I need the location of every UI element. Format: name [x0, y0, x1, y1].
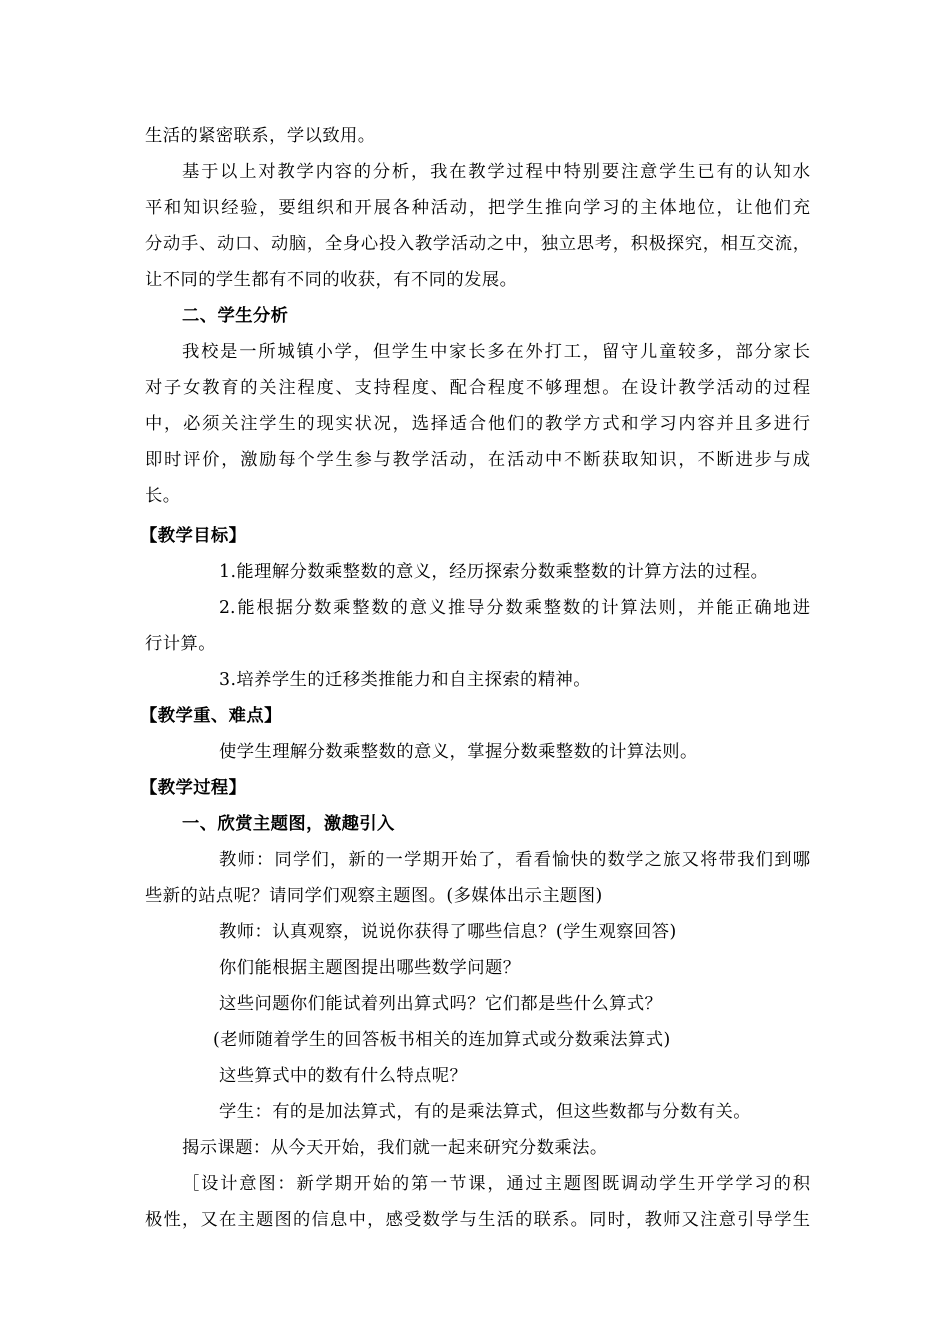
paragraph-line: 分动手、动口、动脑，全身心投入教学活动之中，独立思考，积极探究，相互交流， — [145, 234, 810, 254]
paragraph-line: 使学生理解分数乘整数的意义，掌握分数乘整数的计算法则。 — [219, 742, 698, 762]
section-heading: 【教学过程】 — [140, 778, 247, 798]
paragraph-line: 长。 — [145, 486, 181, 506]
paragraph-line: 即时评价，激励每个学生参与教学活动，在活动中不断获取知识，不断进步与成 — [145, 450, 810, 470]
paragraph-line: 教师：认真观察，说说你获得了哪些信息？(学生观察回答) — [219, 922, 677, 942]
section-heading: 二、学生分析 — [182, 306, 289, 326]
list-item: 2.能根据分数乘整数的意义推导分数乘整数的计算法则，并能正确地进 — [219, 598, 810, 618]
paragraph-line: 让不同的学生都有不同的收获，有不同的发展。 — [145, 270, 518, 290]
paragraph-line: 教师：同学们，新的一学期开始了，看看愉快的数学之旅又将带我们到哪 — [219, 850, 810, 870]
section-heading: 一、欣赏主题图，激趣引入 — [182, 814, 395, 834]
list-item: 1.能理解分数乘整数的意义，经历探索分数乘整数的计算方法的过程。 — [219, 562, 769, 582]
paragraph-line: 平和知识经验，要组织和开展各种活动，把学生推向学习的主体地位，让他们充 — [145, 198, 810, 218]
paragraph-line: 学生：有的是加法算式，有的是乘法算式，但这些数都与分数有关。 — [219, 1102, 751, 1122]
paragraph-line: 中，必须关注学生的现实状况，选择适合他们的教学方式和学习内容并且多进行 — [145, 414, 810, 434]
paragraph-line: 你们能根据主题图提出哪些数学问题？ — [219, 958, 521, 978]
paragraph-line: (老师随着学生的回答板书相关的连加算式或分数乘法算式) — [213, 1030, 671, 1050]
section-heading: 【教学重、难点】 — [140, 706, 282, 726]
paragraph-line: 极性，又在主题图的信息中，感受数学与生活的联系。同时，教师又注意引导学生 — [145, 1210, 810, 1230]
paragraph-line: 这些算式中的数有什么特点呢？ — [219, 1066, 468, 1086]
paragraph-line: 这些问题你们能试着列出算式吗？它们都是些什么算式？ — [219, 994, 663, 1014]
paragraph-line: 我校是一所城镇小学，但学生中家长多在外打工，留守儿童较多，部分家长 — [182, 342, 810, 362]
paragraph-line: 行计算。 — [145, 634, 216, 654]
paragraph-line: ［设计意图：新学期开始的第一节课，通过主题图既调动学生开学学习的积 — [182, 1174, 810, 1194]
paragraph-line: 对子女教育的关注程度、支持程度、配合程度不够理想。在设计教学活动的过程 — [145, 378, 810, 398]
paragraph-line: 些新的站点呢？请同学们观察主题图。(多媒体出示主题图) — [145, 886, 603, 906]
paragraph-line: 揭示课题：从今天开始，我们就一起来研究分数乘法。 — [182, 1138, 608, 1158]
list-item: 3.培养学生的迁移类推能力和自主探索的精神。 — [219, 670, 592, 690]
section-heading: 【教学目标】 — [140, 526, 247, 546]
paragraph-line: 生活的紧密联系，学以致用。 — [145, 126, 376, 146]
paragraph-line: 基于以上对教学内容的分析，我在教学过程中特别要注意学生已有的认知水 — [182, 162, 810, 182]
